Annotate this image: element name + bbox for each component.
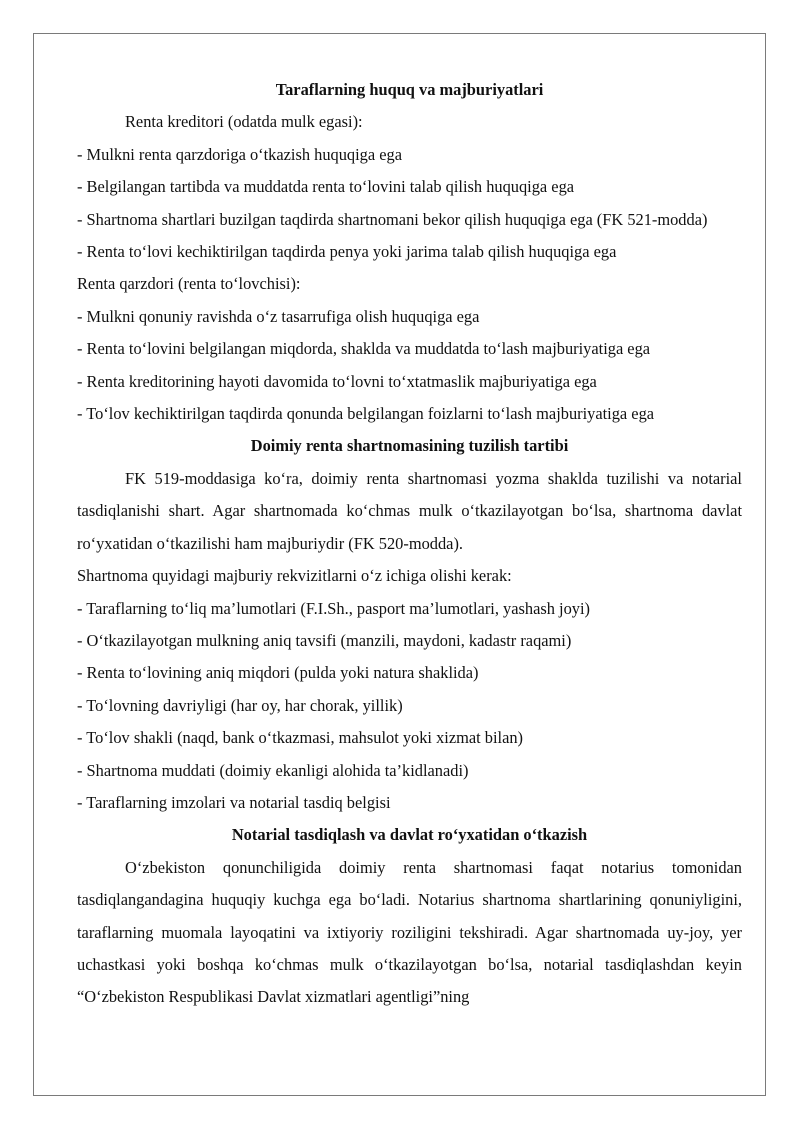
section-heading-procedure: Doimiy renta shartnomasining tuzilish tartibi — [250, 436, 569, 456]
list-item: - Mulkni qonuniy ravishda o‘z tasarrufiga olish huquqiga ega — [77, 306, 480, 326]
paragraph-debtor: Renta qarzdori (renta to‘lovchisi): — [77, 274, 301, 294]
section-heading-rights: Taraflarning huquq va majburiyatlari — [275, 80, 544, 99]
list-item: - Taraflarning imzolari va notarial tasdiq belgisi — [77, 792, 391, 812]
section-heading-notarial: Notarial tasdiqlash va davlat ro‘yxatidan o‘tkazish — [231, 825, 588, 845]
list-item: - Taraflarning to‘liq ma’lumotlari (F.I.Sh., pasport ma’lumotlari, yashash joyi) — [77, 598, 590, 618]
list-item: - Belgilangan tartibda va muddatda renta to‘lovini talab qilish huquqiga ega — [77, 177, 575, 197]
list-item: - Mulkni renta qarzdoriga o‘tkazish huquqiga ega — [77, 144, 402, 164]
list-item: - Renta to‘lovi kechiktirilgan taqdirda penya yoki jarima talab qilish huquqiga ega — [77, 242, 617, 262]
list-item: - To‘lovning davriyligi (har oy, har chorak, yillik) — [77, 695, 403, 715]
document-body — [77, 74, 742, 1014]
paragraph-notarial: O‘zbekiston qonunchiligida doimiy renta shartnomasi faqat notarius tomonidan tasdiqlangandagina huquqiy kuchga ega bo‘ladi. Notarius shartnoma shartlarining qonuniyligini, taraflarning muomala layoqatini va ixtiyoriy roziligini tekshiradi. Agar shartnomada uy-joy, yer uchastkasi yoki boshqa ko‘chmas mulk o‘tkazilayotgan bo‘lsa, notarial tasdiqlashdan keyin “O‘zbekiston Respublikasi Davlat xizmatlari agentligi”ning — [77, 857, 742, 1007]
paragraph-requisites: Shartnoma quyidagi majburiy rekvizitlarni o‘z ichiga olishi kerak: — [77, 566, 512, 586]
list-item: - O‘tkazilayotgan mulkning aniq tavsifi (manzili, maydoni, kadastr raqami) — [77, 630, 572, 650]
paragraph-procedure: FK 519-moddasiga ko‘ra, doimiy renta shartnomasi yozma shaklda tuzilishi va notarial tasdiqlanishi shart. Agar shartnomada ko‘chmas mulk o‘tkazilayotgan bo‘lsa, shartnoma davlat ro‘yxatidan o‘tkazilishi ham majburiydir (FK 520-modda). — [77, 468, 742, 553]
list-item: - Shartnoma muddati (doimiy ekanligi alohida ta’kidlanadi) — [77, 760, 469, 780]
list-item: - Renta to‘lovining aniq miqdori (pulda yoki natura shaklida) — [77, 663, 479, 683]
list-item: - Renta kreditorining hayoti davomida to‘lovni to‘xtatmaslik majburiyatiga ega — [77, 371, 597, 391]
list-item: - Shartnoma shartlari buzilgan taqdirda shartnomani bekor qilish huquqiga ega (FK 521-modda) — [77, 209, 708, 229]
list-item: - Renta to‘lovini belgilangan miqdorda, shaklda va muddatda to‘lash majburiyatiga ega — [77, 339, 651, 359]
list-item: - To‘lov kechiktirilgan taqdirda qonunda belgilangan foizlarni to‘lash majburiyatiga ega — [77, 404, 655, 424]
list-item: - To‘lov shakli (naqd, bank o‘tkazmasi, mahsulot yoki xizmat bilan) — [77, 728, 524, 748]
paragraph-creditor: Renta kreditori (odatda mulk egasi): — [125, 112, 363, 132]
